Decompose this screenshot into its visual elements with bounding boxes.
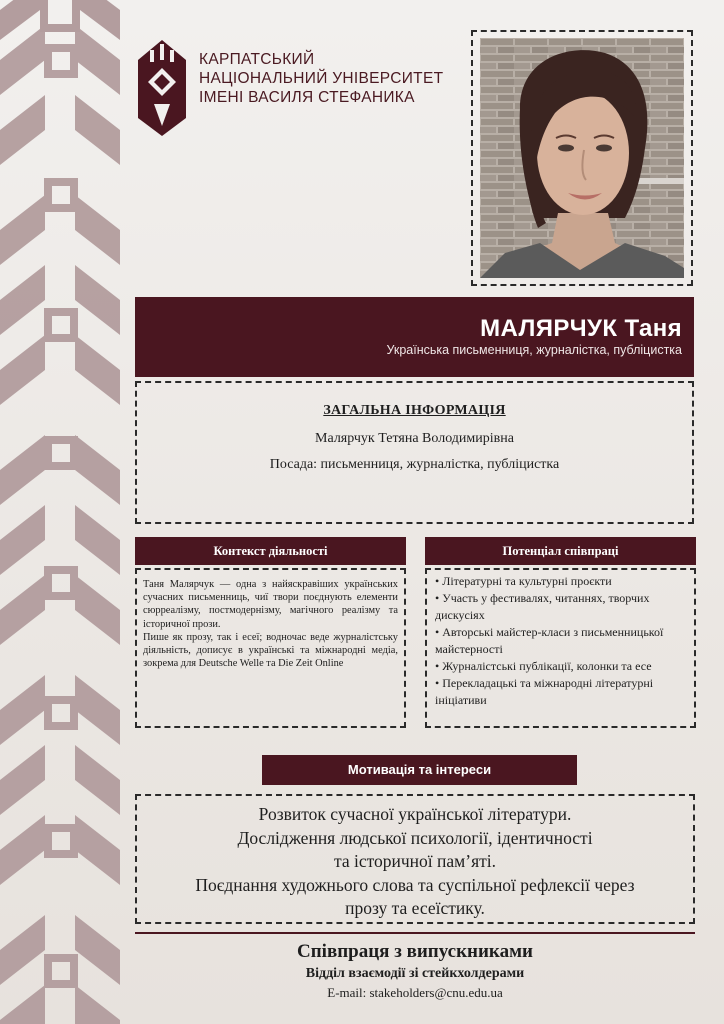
motivation-line: Поєднання художнього слова та суспільної рефлексії через [195, 874, 635, 895]
potential-heading: Потенціал співпраці [425, 537, 696, 565]
motivation-line: Розвиток сучасної української літератури. [258, 804, 572, 824]
list-item: • Перекладацькі та міжнародні літературні ініціативи [435, 676, 654, 707]
list-item: • Літературні та культурні проєкти [435, 574, 612, 588]
motivation-box [135, 794, 695, 924]
context-paragraph: Пише як прозу, так і есеї; водночас веде журналістську діяльність, дописує в українські та міжнародні медіа, зокрема для Deutsche Welle та Die Zeit Online [143, 631, 398, 670]
footer-divider [135, 932, 695, 934]
full-name: Малярчук Тетяна Володимирівна [315, 431, 514, 446]
portrait-photo [480, 38, 684, 278]
footer-title: Співпраця з випускниками [297, 941, 533, 962]
side-ornament [0, 0, 120, 1024]
list-item: • Участь у фестивалях, читаннях, творчих дискусіях [435, 591, 650, 622]
context-box [135, 568, 406, 728]
potential-list [435, 573, 688, 709]
footer-email[interactable]: E-mail: stakeholders@cnu.edu.ua [327, 985, 503, 1000]
motivation-line: прозу та есеїстику. [345, 898, 485, 918]
university-name-line: ІМЕНІ ВАСИЛЯ СТЕФАНИКА [199, 89, 415, 106]
list-item: • Авторські майстер-класи з письменницької майстерності [435, 625, 664, 656]
list-item: • Журналістські публікації, колонки та есе [435, 659, 652, 673]
university-name-line: НАЦІОНАЛЬНИЙ УНІВЕРСИТЕТ [199, 70, 444, 87]
university-crest-icon [136, 38, 188, 138]
person-role: Українська письменниця, журналістка, публіцистка [386, 343, 682, 357]
context-heading: Контекст діяльності [135, 537, 406, 565]
motivation-line: та історичної пам’яті. [333, 851, 497, 871]
footer [135, 940, 695, 1002]
context-paragraph: Таня Малярчук — одна з найяскравіших українських сучасних письменниць, чиї твори поєднують елементи сюрреалізму, постмодернізму, магічного реалізму та історичної прози. [143, 579, 398, 630]
profile-header [135, 297, 694, 377]
general-info-box [135, 381, 694, 524]
motivation-line: Дослідження людської психології, ідентичності [237, 827, 593, 848]
position: Посада: письменниця, журналістка, публіцистка [269, 457, 560, 472]
general-info-heading: ЗАГАЛЬНА ІНФОРМАЦІЯ [323, 403, 506, 418]
motivation-heading: Мотивація та інтереси [262, 755, 577, 785]
university-name [199, 50, 449, 107]
footer-department: Відділ взаємодії зі стейкхолдерами [305, 966, 525, 981]
university-name-line: КАРПАТСЬКИЙ [199, 51, 315, 68]
person-name: МАЛЯРЧУК Таня [480, 315, 682, 342]
potential-box [425, 568, 696, 728]
